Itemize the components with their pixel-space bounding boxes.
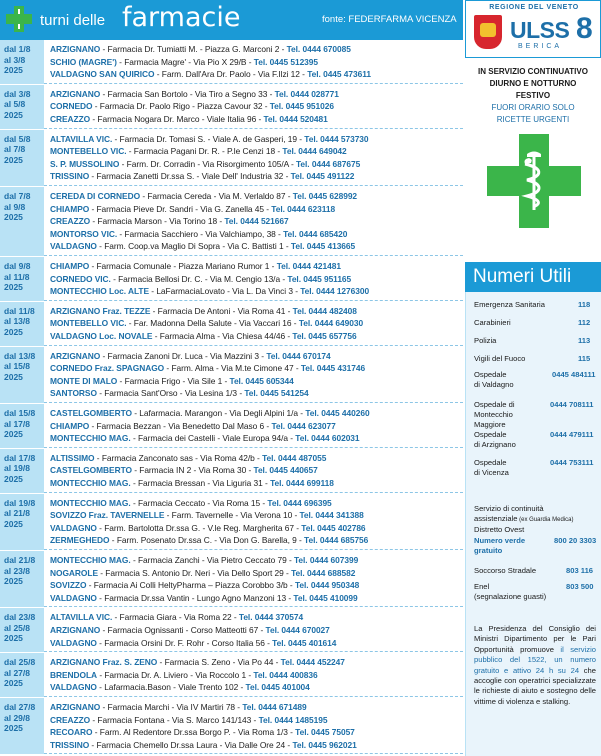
pharmacy-details: - Farmacia IN 2 - Via Roma 30 - bbox=[131, 465, 254, 476]
service-line-5: RICETTE URGENTI bbox=[496, 115, 570, 124]
phone-number: Tel. 0445 657756 bbox=[292, 330, 357, 341]
date-group bbox=[0, 40, 463, 85]
pharmacy-row bbox=[44, 452, 463, 465]
date-group bbox=[0, 494, 463, 551]
useful-number-label: Polizia bbox=[474, 336, 497, 345]
service-info bbox=[465, 58, 601, 268]
pharmacy-row bbox=[44, 68, 463, 81]
date-range: dal 19/8 al 21/8 2025 bbox=[0, 494, 44, 550]
pharmacy-row bbox=[44, 260, 463, 273]
town-name: S. P. MUSSOLINO bbox=[50, 158, 120, 169]
pharmacy-row bbox=[44, 624, 463, 637]
pharmacy-details: - Farm. Alma - Via M.te Cimone 47 - bbox=[164, 363, 301, 374]
town-name: ARZIGNANO Fraz. TEZZE bbox=[50, 305, 151, 316]
phone-number: Tel. 0444 687675 bbox=[295, 158, 361, 169]
pharmacy-list bbox=[44, 698, 463, 754]
date-range: dal 23/8 al 25/8 2025 bbox=[0, 608, 44, 652]
date-range: dal 1/8 al 3/8 2025 bbox=[0, 40, 44, 84]
pharmacy-details: - Farmacia Fontana - Via S. Marco 141/143 - bbox=[90, 714, 259, 725]
pharmacy-details: - Farmacia dei Castelli - Viale Europa 94/a - bbox=[130, 433, 296, 444]
pharmacy-details: - Farmacia Alma - Via Chiesa 44/46 - bbox=[152, 330, 293, 341]
town-name: CHIAMPO bbox=[50, 420, 90, 431]
useful-number-value: 0444 753111 bbox=[550, 458, 594, 467]
pharmacy-details: - Farmacia De Antoni - Via Roma 41 - bbox=[150, 305, 293, 316]
pharmacy-row bbox=[44, 592, 463, 605]
phone-number: Tel. 0445 431746 bbox=[300, 363, 366, 374]
town-name: CHIAMPO bbox=[50, 203, 90, 214]
phone-number: Tel. 0444 688582 bbox=[291, 567, 356, 578]
pharmacy-details: - Farmacia Giara - Via Roma 22 - bbox=[112, 612, 239, 623]
pharmacy-details: - LaFarmaciaLovato - Via L. Da Vinci 3 - bbox=[149, 286, 301, 297]
pharmacy-row bbox=[44, 100, 463, 113]
phone-number: Tel. 0444 685420 bbox=[283, 228, 348, 239]
pharmacy-row bbox=[44, 407, 463, 420]
town-name: NOGAROLE bbox=[50, 567, 98, 578]
phone-number: Tel. 0445 402786 bbox=[301, 522, 366, 533]
date-range: dal 25/8 al 27/8 2025 bbox=[0, 653, 44, 697]
pharmacy-details: - Farmacia Marson - Via Torino 18 - bbox=[90, 216, 225, 227]
date-range: dal 27/8 al 29/8 2025 bbox=[0, 698, 44, 754]
phone-number: Tel. 0445 951165 bbox=[287, 273, 352, 284]
useful-number-label: Ospedale di Arzignano bbox=[474, 430, 516, 449]
date-range: dal 9/8 al 11/8 2025 bbox=[0, 257, 44, 301]
pharmacy-row bbox=[44, 522, 463, 535]
pharmacy-row bbox=[44, 739, 463, 752]
phone-number: Tel. 0445 440657 bbox=[253, 465, 318, 476]
phone-number: Tel. 0445 962021 bbox=[292, 739, 357, 750]
pharmacy-details: - Farmacia S. Antonio Dr. Neri - Via Dello Sport 29 - bbox=[98, 567, 292, 578]
town-name: ARZIGNANO bbox=[50, 44, 101, 54]
pharmacy-details: - Farmacia Frigo - Via Sile 1 - bbox=[117, 375, 230, 386]
phone-number: Tel. 0444 521667 bbox=[224, 216, 289, 227]
phone-number: Tel. 0444 520481 bbox=[263, 113, 328, 124]
useful-number-value: 0445 484111 bbox=[552, 370, 596, 379]
pharmacy-list bbox=[44, 85, 463, 129]
town-name: MONTE DI MALO bbox=[50, 375, 118, 386]
right-sidebar bbox=[465, 0, 601, 756]
useful-number-label: Servizio di continuità assistenziale (ex Guardia Medica) Distretto Ovest bbox=[474, 504, 596, 535]
town-name: ARZIGNANO bbox=[50, 88, 101, 99]
pharmacy-row bbox=[44, 317, 463, 330]
date-group bbox=[0, 347, 463, 404]
useful-number-value: 118 bbox=[578, 300, 591, 309]
pharmacy-list bbox=[44, 653, 463, 697]
pharmacy-cross-icon bbox=[6, 6, 32, 32]
pharmacy-details: - Farmacia Zanoni Dr. Luca - Via Mazzini 3 - bbox=[100, 350, 267, 361]
useful-number-label: Vigili del Fuoco bbox=[474, 354, 526, 363]
town-name: CORNEDO Fraz. SPAGNAGO bbox=[50, 363, 165, 374]
phone-number: Tel. 0445 541254 bbox=[244, 388, 309, 399]
date-group bbox=[0, 698, 463, 755]
pharmacy-details: - Farmacia Zanchi - Via Pietro Ceccato 79 - bbox=[130, 555, 294, 565]
town-name: SOVIZZO bbox=[50, 580, 87, 591]
phone-number: Tel. 0444 1485195 bbox=[258, 714, 328, 725]
town-name: ARZIGNANO Fraz. S. ZENO bbox=[50, 657, 158, 668]
region-label: REGIONE DEL VENETO bbox=[489, 4, 579, 11]
pharmacy-details: - Farmacia Sant'Orso - Via Lesina 1/3 - bbox=[96, 388, 245, 399]
town-name: TRISSINO bbox=[50, 171, 90, 182]
date-group bbox=[0, 608, 463, 653]
ulss-label: ULSS bbox=[510, 17, 570, 43]
date-range: dal 13/8 al 15/8 2025 bbox=[0, 347, 44, 403]
pharmacy-row bbox=[44, 534, 463, 547]
phone-number: Tel. 0445 512395 bbox=[253, 56, 319, 67]
phone-number: Tel. 0444 341388 bbox=[299, 510, 364, 521]
town-name: RECOARO bbox=[50, 727, 93, 738]
phone-number: Tel. 0444 421481 bbox=[276, 261, 341, 271]
phone-number: Tel. 0445 473611 bbox=[307, 69, 371, 80]
phone-number: Tel. 0444 670085 bbox=[286, 44, 351, 54]
pharmacy-details: - Farmacia Ceccato - Via Roma 15 - bbox=[130, 497, 268, 508]
ulss-logo bbox=[465, 0, 601, 58]
numeri-utili-heading: Numeri Utili bbox=[465, 262, 601, 292]
pharmacy-row bbox=[44, 203, 463, 216]
presidency-notice bbox=[474, 624, 596, 707]
town-name: VALDAGNO bbox=[50, 682, 97, 693]
phone-number: Tel. 0445 413665 bbox=[290, 241, 356, 252]
pharmacy-row bbox=[44, 669, 463, 682]
date-group bbox=[0, 85, 463, 130]
pharmacy-row bbox=[44, 215, 463, 228]
town-name: CREAZZO bbox=[50, 714, 91, 725]
date-range: dal 3/8 al 5/8 2025 bbox=[0, 85, 44, 129]
town-name: ARZIGNANO bbox=[50, 350, 101, 361]
pharmacy-details: - Farmacia Pagani Dr. R. - P.le Cenzi 18 - bbox=[126, 146, 283, 157]
town-name: MONTECCHIO MAG. bbox=[50, 477, 131, 488]
pharmacy-row bbox=[44, 681, 463, 694]
pharmacy-row bbox=[44, 701, 463, 714]
useful-number-label: Ospedale di Valdagno bbox=[474, 370, 514, 389]
phone-number: Tel. 0444 623118 bbox=[271, 203, 336, 214]
pharmacy-row bbox=[44, 637, 463, 650]
pharmacy-list bbox=[44, 608, 463, 652]
phone-number: Tel. 0444 452247 bbox=[280, 657, 345, 668]
phone-number: Tel. 0444 699118 bbox=[270, 477, 334, 488]
pharmacy-details: - Farmacia Dr. Paolo Rigo - Piazza Cavour 32 - bbox=[92, 101, 270, 112]
useful-number-label: Soccorso Stradale bbox=[474, 566, 537, 575]
pharmacy-details: - Farmacia Cereda - Via M. Verlaldo 87 - bbox=[140, 191, 293, 201]
numeri-utili-list bbox=[465, 292, 601, 756]
pharmacy-row bbox=[44, 726, 463, 739]
useful-number-label: Emergenza Sanitaria bbox=[474, 300, 545, 309]
pharmacy-row bbox=[44, 497, 463, 510]
phone-number: Tel. 0444 671489 bbox=[242, 702, 307, 712]
useful-number-district: Distretto Ovest bbox=[474, 525, 525, 534]
town-name: MONTECCHIO Loc. ALTE bbox=[50, 286, 150, 297]
town-name: ALTAVILLA VIC. bbox=[50, 133, 113, 144]
useful-number-value: 800 20 3303 bbox=[554, 536, 597, 545]
presidency-text: La Presidenza del Consiglio dei Ministri Dipartimento per le Pari Opportunità promuove bbox=[474, 624, 596, 654]
town-name: ALTAVILLA VIC. bbox=[50, 612, 113, 623]
date-group bbox=[0, 404, 463, 449]
useful-number-value: 113 bbox=[578, 336, 591, 345]
town-name: VALDAGNO bbox=[50, 522, 97, 533]
pharmacy-row bbox=[44, 477, 463, 490]
pharmacy-details: - Lafarmacia.Bason - Viale Trento 102 - bbox=[96, 682, 246, 693]
phone-number: Tel. 0444 950348 bbox=[294, 580, 360, 591]
service-line-1: IN SERVIZIO CONTINUATIVO bbox=[478, 67, 588, 76]
pharmacy-row bbox=[44, 273, 463, 286]
date-range: dal 7/8 al 9/8 2025 bbox=[0, 187, 44, 256]
pharmacy-details: - Farmacia Magre' - Via Pio X 29/B - bbox=[116, 56, 254, 67]
town-name: VALDAGNO Loc. NOVALE bbox=[50, 330, 153, 341]
phone-number: Tel. 0445 75057 bbox=[295, 727, 355, 738]
town-name: MONTECCHIO MAG. bbox=[50, 433, 131, 444]
pharmacy-row bbox=[44, 240, 463, 253]
pharmacy-row bbox=[44, 579, 463, 592]
pharmacy-shift-listing bbox=[0, 40, 463, 756]
phone-number: Tel. 0445 605344 bbox=[229, 375, 294, 386]
pharmacy-row bbox=[44, 228, 463, 241]
town-name: CHIAMPO bbox=[50, 261, 90, 271]
phone-number: Tel. 0445 440260 bbox=[305, 408, 370, 418]
phone-number: Tel. 0444 623077 bbox=[271, 420, 336, 431]
phone-number: Tel. 0444 602031 bbox=[295, 433, 360, 444]
pharmacy-row bbox=[44, 158, 463, 171]
pharmacy-details: - Lafarmacia. Marangon - Via Degli Alpini 1/a - bbox=[131, 408, 306, 418]
town-name: MONTECCHIO MAG. bbox=[50, 497, 131, 508]
town-name: CASTELGOMBERTO bbox=[50, 465, 132, 476]
pharmacy-row bbox=[44, 330, 463, 343]
town-name: MONTECCHIO MAG. bbox=[50, 555, 131, 565]
presidency-text: che accoglie con operatrici specializzate le richieste di aiuto e sostegno delle vittime di violenza e stalking. bbox=[474, 665, 596, 706]
pharmacy-row bbox=[44, 170, 463, 183]
service-note bbox=[465, 102, 601, 126]
pharmacy-list bbox=[44, 494, 463, 550]
pharmacy-row bbox=[44, 432, 463, 445]
phone-number: Tel. 0444 649030 bbox=[298, 318, 364, 329]
pharmacy-row bbox=[44, 611, 463, 624]
service-line-4: FUORI ORARIO SOLO bbox=[491, 103, 575, 112]
phone-number: Tel. 0444 028771 bbox=[274, 88, 339, 99]
date-group bbox=[0, 130, 463, 187]
town-name: ARZIGNANO bbox=[50, 702, 101, 712]
pharmacy-details: - Farm. Dall'Ara Dr. Paolo - Via F.Ilzi 12 - bbox=[154, 69, 308, 80]
pharmacy-details: - Farmacia Comunale - Piazza Mariano Rumor 1 - bbox=[89, 261, 277, 271]
presidency-text: il servizio pubblico del 1522, un numero gratuito e attivo 24 h su 24 bbox=[474, 644, 596, 675]
date-range: dal 17/8 al 19/8 2025 bbox=[0, 449, 44, 493]
phone-number: Tel. 0445 410099 bbox=[293, 592, 358, 603]
useful-number-value: 112 bbox=[578, 318, 591, 327]
phone-number: Tel. 0444 670027 bbox=[265, 624, 330, 635]
town-name: CEREDA DI CORNEDO bbox=[50, 191, 141, 201]
useful-number-value: 803 116 bbox=[566, 566, 594, 575]
pharmacy-row bbox=[44, 387, 463, 400]
pharmacy-row bbox=[44, 464, 463, 477]
phone-number: Tel. 0445 491122 bbox=[290, 171, 355, 182]
useful-number-value: 0444 479111 bbox=[550, 430, 594, 439]
date-group bbox=[0, 449, 463, 494]
pharmacy-details: - Farm. Dr. Corradin - Via Risorgimento 105/A - bbox=[119, 158, 296, 169]
useful-number-label: Carabinieri bbox=[474, 318, 511, 327]
town-name: MONTORSO VIC. bbox=[50, 228, 118, 239]
pharmacy-details: - Farm. Al Redentore Dr.ssa Borgo P. - Via Roma 1/3 - bbox=[92, 727, 296, 738]
pharmacy-details: - Farmacia Ognissanti - Corso Matteotti 67 - bbox=[100, 624, 266, 635]
pharmacy-details: - Farmacia Bellosi Dr. C. - Via M. Cengio 13/a - bbox=[110, 273, 288, 284]
header-title-part2: farmacie bbox=[122, 2, 241, 33]
pharmacy-details: - Farmacia Pieve Dr. Sandri - Via G. Zanella 45 - bbox=[89, 203, 272, 214]
useful-number-label: Ospedale di Vicenza bbox=[474, 458, 509, 477]
phone-number: Tel. 0445 401614 bbox=[272, 637, 337, 648]
phone-number: Tel. 0445 628992 bbox=[292, 191, 358, 201]
town-name: CREAZZO bbox=[50, 216, 91, 227]
pharmacy-details: - Farmacia Marchi - Via IV Martiri 78 - bbox=[100, 702, 243, 712]
page-header bbox=[0, 0, 463, 40]
town-name: CORNEDO bbox=[50, 101, 93, 112]
pharmacy-caduceus-icon bbox=[487, 134, 581, 228]
phone-number: Tel. 0445 951026 bbox=[269, 101, 334, 112]
date-range: dal 11/8 al 13/8 2025 bbox=[0, 302, 44, 346]
pharmacy-details: - Farmacia Dr.ssa Vantin - Lungo Agno Manzoni 13 - bbox=[96, 592, 294, 603]
pharmacy-details: - Farmacia Bressan - Via Liguria 31 - bbox=[130, 477, 271, 488]
pharmacy-list bbox=[44, 551, 463, 607]
town-name: ALTISSIMO bbox=[50, 452, 95, 463]
pharmacy-row bbox=[44, 190, 463, 203]
phone-number: Tel. 0445 401004 bbox=[245, 682, 310, 693]
pharmacy-details: - Farm. Coop.va Maglio Di Sopra - Via C. Battisti 1 - bbox=[96, 241, 291, 252]
town-name: ARZIGNANO bbox=[50, 624, 101, 635]
town-name: VALDAGNO bbox=[50, 241, 97, 252]
town-name: BRENDOLA bbox=[50, 669, 98, 680]
pharmacy-details: - Farmacia Ai Colli HeltyPharma – Piazza Corobbo 3/b - bbox=[86, 580, 295, 591]
pharmacy-details: - Farmacia San Bortolo - Via Tiro a Segno 33 - bbox=[100, 88, 275, 99]
date-range: dal 5/8 al 7/8 2025 bbox=[0, 130, 44, 186]
pharmacy-row bbox=[44, 714, 463, 727]
pharmacy-details: - Farmacia S. Zeno - Via Po 44 - bbox=[157, 657, 281, 668]
pharmacy-row bbox=[44, 88, 463, 101]
town-name: VALDAGNO bbox=[50, 592, 97, 603]
pharmacy-row bbox=[44, 133, 463, 146]
phone-number: Tel. 0444 487055 bbox=[262, 452, 327, 463]
useful-number-value: 0444 708111 bbox=[550, 400, 594, 409]
pharmacy-row bbox=[44, 375, 463, 388]
phone-number: Tel. 0444 696395 bbox=[267, 497, 332, 508]
pharmacy-list bbox=[44, 302, 463, 346]
service-line-2: DIURNO E NOTTURNO bbox=[489, 79, 577, 88]
date-range: dal 21/8 al 23/8 2025 bbox=[0, 551, 44, 607]
header-source: fonte: FEDERFARMA VICENZA bbox=[322, 14, 457, 25]
pharmacy-row bbox=[44, 305, 463, 318]
town-name: CORNEDO VIC. bbox=[50, 273, 111, 284]
phone-number: Tel. 0444 670174 bbox=[266, 350, 331, 361]
pharmacy-details: - Farmacia Zanetti Dr.ssa S. - Viale Dell' Industria 32 - bbox=[89, 171, 291, 182]
date-group bbox=[0, 551, 463, 608]
pharmacy-list bbox=[44, 257, 463, 301]
pharmacy-details: - Farmacia Dr. Tumiatti M. - Piazza G. Marconi 2 - bbox=[100, 44, 287, 54]
useful-number-label: Numero verde gratuito bbox=[474, 536, 526, 555]
pharmacy-details: - Farmacia Dr. A. Liviero - Via Roccolo 1 - bbox=[97, 669, 254, 680]
pharmacy-row bbox=[44, 56, 463, 69]
date-group bbox=[0, 257, 463, 302]
pharmacy-details: - Farmacia Bezzan - Via Benedetto Dal Maso 6 - bbox=[89, 420, 272, 431]
pharmacy-details: - Farmacia Zanconato sas - Via Roma 42/b - bbox=[94, 452, 263, 463]
useful-number-label: Ospedale di Montecchio Maggiore bbox=[474, 400, 515, 429]
pharmacy-details: - Farmacia Sacchiero - Via Valchiampo, 38 - bbox=[117, 228, 284, 239]
service-line-3: FESTIVO bbox=[515, 91, 551, 100]
town-name: CREAZZO bbox=[50, 113, 91, 124]
town-name: SCHIO (MAGRE') bbox=[50, 56, 117, 67]
date-range: dal 15/8 al 17/8 2025 bbox=[0, 404, 44, 448]
town-name: SOVIZZO Fraz. TAVERNELLE bbox=[50, 510, 165, 521]
pharmacy-details: - Far. Madonna Della Salute - Via Vaccari 16 - bbox=[126, 318, 299, 329]
pharmacy-list bbox=[44, 187, 463, 256]
pharmacy-row bbox=[44, 567, 463, 580]
phone-number: Tel. 0444 649042 bbox=[282, 146, 347, 157]
pharmacy-list bbox=[44, 404, 463, 448]
pharmacy-row bbox=[44, 350, 463, 363]
pharmacy-row bbox=[44, 656, 463, 669]
pharmacy-list bbox=[44, 449, 463, 493]
header-title-part1: turni delle bbox=[40, 12, 106, 29]
date-group bbox=[0, 653, 463, 698]
ulss-number: 8 bbox=[576, 12, 593, 45]
pharmacy-details: - Farm. Bartolotta Dr.ssa G. - V.le Reg. Margherita 67 - bbox=[96, 522, 302, 533]
town-name: CASTELGOMBERTO bbox=[50, 408, 132, 418]
pharmacy-details: - Farmacia Orsini Dr. F. Rohr - Corso Italia 56 - bbox=[96, 637, 273, 648]
useful-number-label: Enel (segnalazione guasti) bbox=[474, 582, 547, 601]
pharmacy-list bbox=[44, 130, 463, 186]
pharmacy-details: - Farm. Posenato Dr.ssa C. - Via Don G. Barella, 9 - bbox=[109, 535, 305, 546]
date-group bbox=[0, 302, 463, 347]
useful-number-value: 803 500 bbox=[566, 582, 594, 591]
pharmacy-details: - Farmacia Nogara Dr. Marco - Viale Italia 96 - bbox=[90, 113, 264, 124]
pharmacy-row bbox=[44, 113, 463, 126]
date-group bbox=[0, 187, 463, 257]
town-name: VALDAGNO bbox=[50, 637, 97, 648]
pharmacy-row bbox=[44, 509, 463, 522]
venetian-lion-icon bbox=[474, 15, 502, 49]
berica-label: BERICA bbox=[518, 43, 563, 50]
town-name: SANTORSO bbox=[50, 388, 97, 399]
town-name: ZERMEGHEDO bbox=[50, 535, 110, 546]
town-name: MONTEBELLO VIC. bbox=[50, 318, 127, 329]
pharmacy-row bbox=[44, 420, 463, 433]
pharmacy-details: - Farmacia Dr. Tomasi S. - Viale A. de Gasperi, 19 - bbox=[112, 133, 305, 144]
phone-number: Tel. 0444 370574 bbox=[238, 612, 304, 623]
pharmacy-details: - Farmacia Chemello Dr.ssa Laura - Via Dalle Ore 24 - bbox=[89, 739, 293, 750]
phone-number: Tel. 0444 685756 bbox=[304, 535, 369, 546]
pharmacy-row bbox=[44, 285, 463, 298]
pharmacy-details: - Farm. Tavernelle - Via Verona 10 - bbox=[164, 510, 300, 521]
pharmacy-row bbox=[44, 145, 463, 158]
phone-number: Tel. 0444 607399 bbox=[293, 555, 359, 565]
phone-number: Tel. 0444 482408 bbox=[292, 305, 357, 316]
pharmacy-row bbox=[44, 43, 463, 56]
town-name: MONTEBELLO VIC. bbox=[50, 146, 127, 157]
phone-number: Tel. 0444 400836 bbox=[253, 669, 318, 680]
town-name: TRISSINO bbox=[50, 739, 90, 750]
pharmacy-list bbox=[44, 347, 463, 403]
pharmacy-row bbox=[44, 362, 463, 375]
pharmacy-list bbox=[44, 40, 463, 84]
useful-number-sublabel: (ex Guardia Medica) bbox=[517, 517, 574, 523]
useful-number-value: 115 bbox=[578, 354, 591, 363]
service-main bbox=[465, 66, 601, 102]
phone-number: Tel. 0444 573730 bbox=[304, 133, 369, 144]
phone-number: Tel. 0444 1276300 bbox=[300, 286, 370, 297]
pharmacy-row bbox=[44, 554, 463, 567]
town-name: VALDAGNO SAN QUIRICO bbox=[50, 69, 155, 80]
